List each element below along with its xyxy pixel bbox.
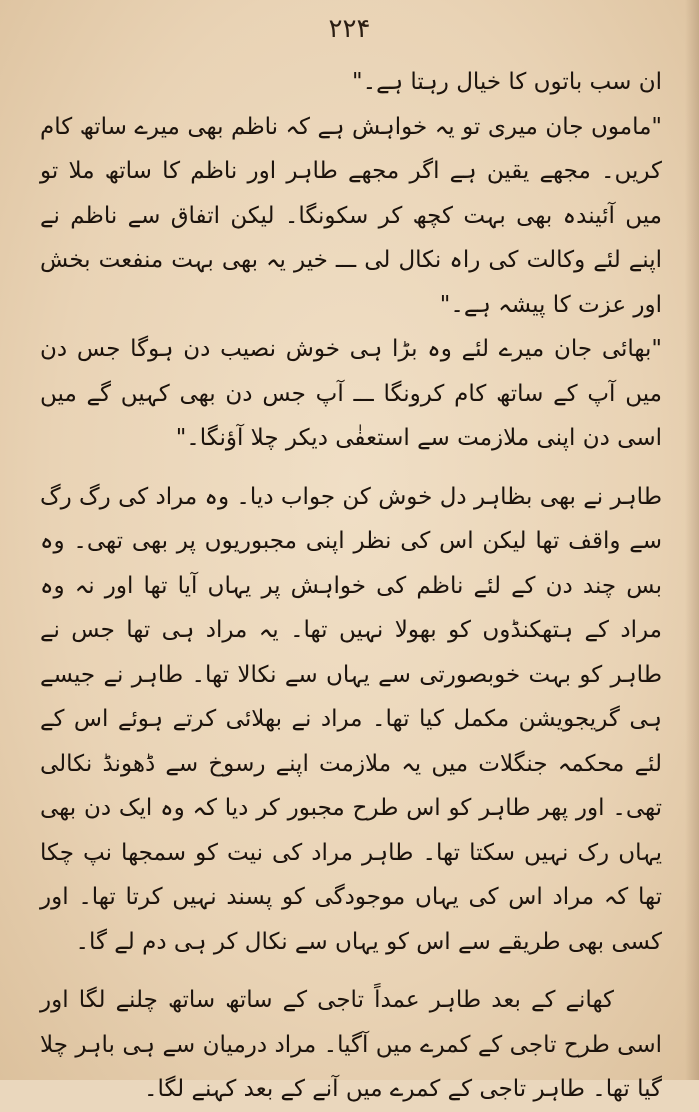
page-body [40, 60, 662, 1112]
paragraph-3: "بھائی جان میرے لئے وہ بڑا ہی خوش نصیب دن ہوگا جس دن میں آپ کے ساتھ کام کرونگا ـــ آپ جس دن بھی کہیں گے میں اسی دن اپنی ملازمت سے استعفٰی دیکر چلا آؤنگا۔" [40, 336, 662, 451]
paragraph-4: طاہر نے بھی بظاہر دل خوش کن جواب دیا۔ وہ مراد کی رگ رگ سے واقف تھا لیکن اس کی نظر اپنی مجبوریوں پر بھی تھی۔ وہ بس چند دن کے لئے ناظم کی خواہش پر یہاں آیا تھا اور نہ وہ مراد کے ہتھکنڈوں کو بھولا نہیں تھا۔ یہ مراد ہی تھا جس نے طاہر کو بہت خوبصورتی سے یہاں سے نکالا تھا۔ طاہر نے جیسے ہی گریجویشن مکمل کیا تھا۔ مراد نے بھلائی کرتے ہوئے اس کے لئے محکمہ جنگلات میں یہ ملازمت اپنے رسوخ سے ڈھونڈ نکالی تھی۔ اور پھر طاہر کو اس طرح مجبور کر دیا کہ وہ ایک دن بھی یہاں رک نہیں سکتا تھا۔ طاہر مراد کی نیت کو سمجھا نپ چکا تھا کہ مراد اس کی یہاں موجودگی کو پسند نہیں کرتا تھا۔ اور کسی بھی طریقے سے اس کو یہاں سے نکال کر ہی دم لے گا۔ [40, 483, 662, 955]
page-number: ۲۲۴ [328, 14, 371, 44]
paragraph-5: کھانے کے بعد طاہر عمداً تاجی کے ساتھ ساتھ چلنے لگا اور اسی طرح تاجی کے کمرے میں آگیا۔ مراد درمیان سے ہی باہر چلا گیا تھا۔ طاہر تاجی کے کمرے میں آنے کے بعد کہنے لگا۔ [40, 987, 662, 1102]
paragraph-2: "ماموں جان میری تو یہ خواہش ہے کہ ناظم بھی میرے ساتھ کام کریں۔ مجھے یقین ہے اگر مجھے طاہر اور ناظم کا ساتھ ملا تو میں آئیندہ بھی بہت کچھ کر سکونگا۔ لیکن اتفاق سے ناظم نے اپنے لئے وکالت کی راہ نکال لی ـــ خیر یہ بھی بہت منفعت بخش اور عزت کا پیشہ ہے۔" [40, 113, 662, 318]
page-edge-shadow [685, 0, 699, 1080]
paragraph-1: ان سب باتوں کا خیال رہتا ہے۔" [352, 69, 662, 95]
